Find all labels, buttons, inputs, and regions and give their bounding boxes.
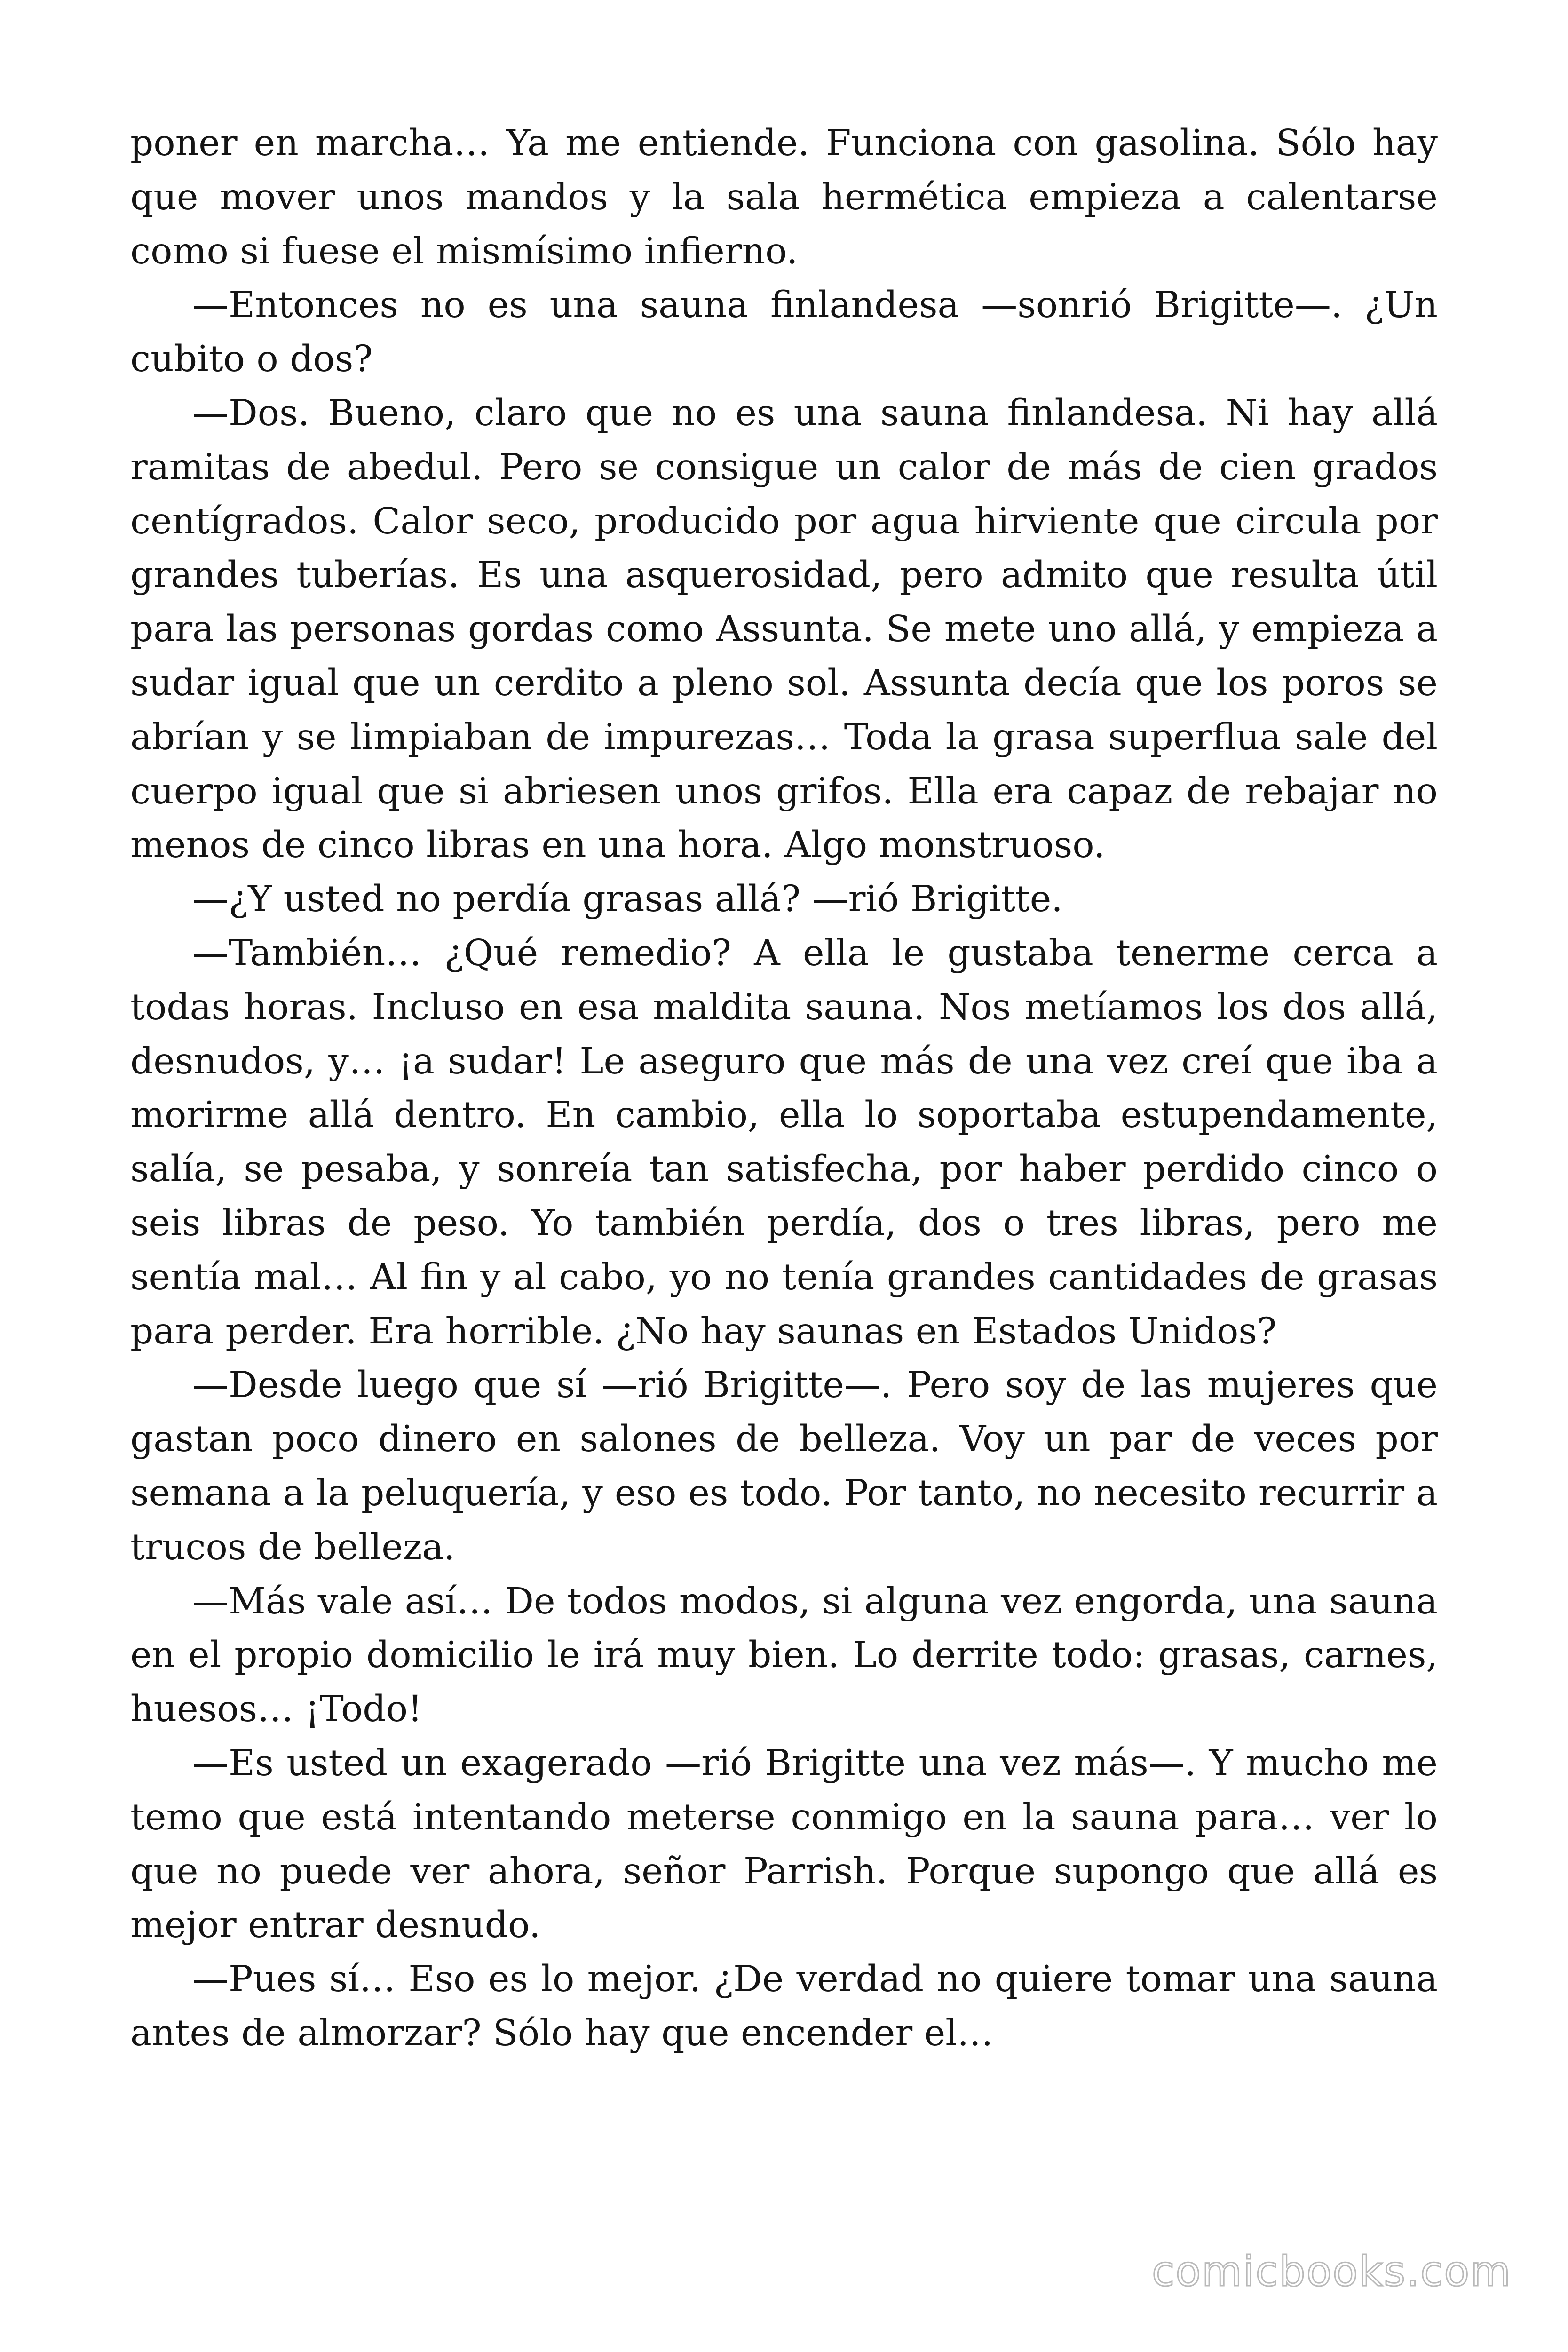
paragraph: —Más vale así… De todos modos, si alguna vez engorda, una sauna en el propio domicilio le irá muy bien. Lo derrite todo: grasas, carnes, huesos… ¡Todo! — [130, 1580, 1438, 1731]
paragraph: —Entonces no es una sauna finlandesa —sonrió Brigitte—. ¿Un cubito o dos? — [130, 284, 1438, 381]
paragraph: —¿Y usted no perdía grasas allá? —rió Brigitte. — [192, 878, 1063, 921]
paragraph: —Es usted un exagerado —rió Brigitte una vez más—. Y mucho me temo que está intentando meterse conmigo en la sauna para… ver lo que no puede ver ahora, señor Parrish. Porque supongo que allá es mejor entrar desnudo. — [130, 1742, 1438, 1947]
paragraph: —Pues sí… Eso es lo mejor. ¿De verdad no quiere tomar una sauna antes de almorzar? Sólo hay que encender el… — [130, 1958, 1438, 2054]
paragraph: poner en marcha… Ya me entiende. Funciona con gasolina. Sólo hay que mover unos mandos y la sala hermética empieza a calentarse como si fuese el mismísimo infierno. — [130, 122, 1438, 272]
paragraph: —Desde luego que sí —rió Brigitte—. Pero soy de las mujeres que gastan poco dinero en salones de belleza. Voy un par de veces por semana a la peluquería, y eso es todo. Por tanto, no necesito recurrir a trucos de belleza. — [130, 1364, 1438, 1568]
book-page-text — [130, 117, 1438, 2061]
watermark: comicbooks.com — [1151, 2247, 1512, 2296]
paragraph: —También… ¿Qué remedio? A ella le gustaba tenerme cerca a todas horas. Incluso en esa maldita sauna. Nos metíamos los dos allá, desnudos, y… ¡a sudar! Le aseguro que más de una vez creí que iba a morirme allá dentro. En cambio, ella lo soportaba estupendamente, salía, se pesaba, y sonreía tan satisfecha, por haber perdido cinco o seis libras de peso. Yo también perdía, dos o tres libras, pero me sentía mal… Al fin y al cabo, yo no tenía grandes cantidades de grasas para perder. Era horrible. ¿No hay saunas en Estados Unidos? — [130, 932, 1438, 1352]
paragraph: —Dos. Bueno, claro que no es una sauna finlandesa. Ni hay allá ramitas de abedul. Pero se consigue un calor de más de cien grados centígrados. Calor seco, producido por agua hirviente que circula por grandes tuberías. Es una asquerosidad, pero admito que resulta útil para las personas gordas como Assunta. Se mete uno allá, y empieza a sudar igual que un cerdito a pleno sol. Assunta decía que los poros se abrían y se limpiaban de impurezas… Toda la grasa superflua sale del cuerpo igual que si abriesen unos grifos. Ella era capaz de rebajar no menos de cinco libras en una hora. Algo monstruoso. — [130, 392, 1438, 866]
